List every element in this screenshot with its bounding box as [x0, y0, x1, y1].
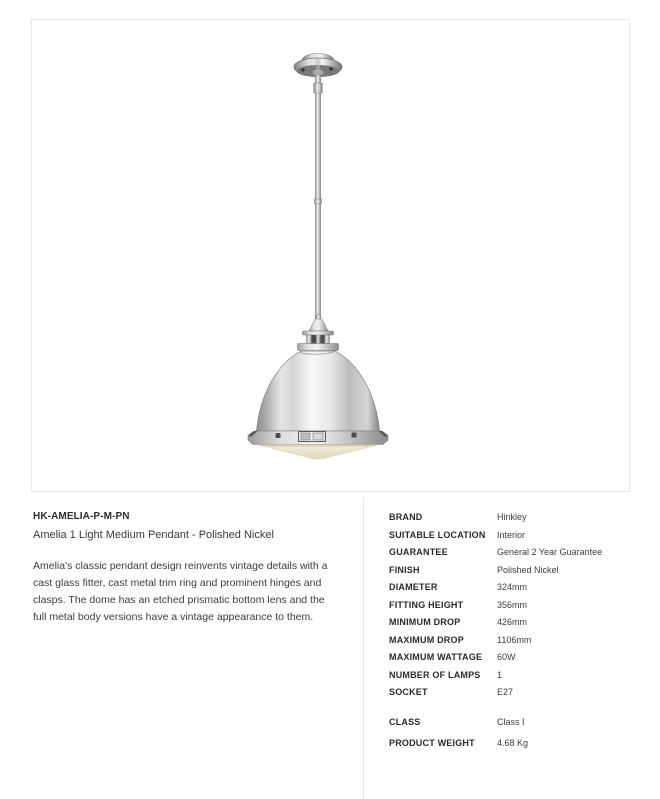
spec-value: Class I [497, 717, 525, 727]
spec-label: NUMBER OF LAMPS [389, 669, 481, 680]
spec-value: Polished Nickel [497, 564, 559, 575]
spec-label: PRODUCT WEIGHT [389, 738, 475, 748]
spec-row-number-of-lamps [389, 669, 641, 681]
spec-row-finish [389, 564, 641, 576]
spec-value: E27 [497, 687, 514, 697]
product-title: Amelia 1 Light Medium Pendant - Polished Nickel [33, 529, 274, 541]
spec-row-brand [389, 511, 641, 523]
spec-row-minimum-drop [389, 616, 641, 628]
pendant-light-image [32, 20, 631, 493]
spec-value: 426mm [497, 617, 528, 627]
spec-row-diameter [389, 581, 641, 593]
product-code: HK-AMELIA-P-M-PN [33, 511, 130, 522]
spec-label: MINIMUM DROP [389, 617, 461, 627]
product-image-box [31, 19, 630, 492]
spec-label: FINISH [389, 564, 420, 575]
spec-label: GUARANTEE [389, 547, 448, 557]
spec-row-product-weight [389, 737, 641, 749]
spec-value: General 2 Year Guarantee [497, 547, 603, 557]
spec-row-socket [389, 686, 641, 698]
spec-value: 4.68 Kg [497, 738, 529, 748]
spec-label: CLASS [389, 717, 421, 727]
spec-row-fitting-height [389, 599, 641, 611]
spec-label: FITTING HEIGHT [389, 599, 464, 610]
spec-value: 324mm [497, 582, 528, 592]
product-info [33, 511, 336, 626]
spec-value: 1106mm [497, 634, 532, 645]
trim-ring [248, 431, 388, 445]
spec-row-maximum-drop [389, 634, 641, 646]
spec-row-guarantee [389, 546, 641, 558]
spec-value: 1 [497, 669, 503, 680]
glass-lens [259, 445, 377, 459]
ceiling-canopy-rose [294, 54, 342, 78]
spec-row-suitable-location [389, 529, 641, 541]
vertical-divider [363, 497, 364, 799]
spec-row-class [389, 716, 641, 728]
spec-row-maximum-wattage [389, 651, 641, 663]
spec-value: Interior [497, 529, 526, 540]
spec-label: DIAMETER [389, 582, 438, 592]
spec-value: 356mm [497, 599, 528, 610]
spec-label: MAXIMUM WATTAGE [389, 652, 483, 662]
spec-table [389, 511, 641, 755]
spec-label: BRAND [389, 512, 423, 522]
spec-label: MAXIMUM DROP [389, 634, 464, 645]
product-description: Amelia's classic pendant design reinvents vintage details with a cast glass fitter, cast metal trim ring and prominent hinges and clasps. The dome has an etched prismatic bottom lens and the full metal body versions have a vintage appearance to them. [33, 560, 328, 624]
suspension-rod [314, 75, 323, 330]
spec-value: Hinkley [497, 512, 527, 522]
spec-label: SOCKET [389, 687, 428, 697]
dome-shade [257, 351, 380, 431]
spec-value: 60W [497, 652, 516, 662]
shade-top-finial [298, 314, 339, 350]
spec-label: SUITABLE LOCATION [389, 529, 486, 540]
